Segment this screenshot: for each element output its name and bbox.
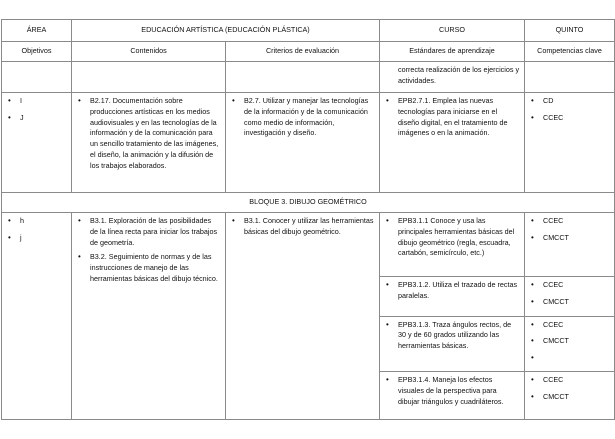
bloque-title: BLOQUE 3. DIBUJO GEOMÉTRICO — [2, 193, 615, 213]
area-label: ÁREA — [2, 20, 72, 42]
continuation-text: correcta realización de los ejercicios y actividades. — [380, 62, 525, 93]
contenido-item: • B3.2. Seguimiento de normas y de las instrucciones de manejo de las herramientas básicas del dibujo técnico. — [76, 252, 221, 284]
estandar-item: • EPB3.1.4. Maneja los efectos visuales de la perspectiva para dibujar triángulos y cuadriláteros. — [384, 375, 520, 407]
competencia-item: • CCEC — [529, 280, 610, 291]
estandar-item: • EPB2.7.1. Emplea las nuevas tecnologías para iniciarse en el diseño digital, en el tratamiento de imágenes o en la animación. — [384, 96, 520, 139]
col-estandares: Estándares de aprendizaje — [380, 42, 525, 62]
estandar-item: • EPB3.1.2. Utiliza el trazado de rectas paralelas. — [384, 280, 520, 302]
area-name: EDUCACIÓN ARTÍSTICA (EDUCACIÓN PLÁSTICA) — [72, 20, 380, 42]
continuation-row — [2, 62, 615, 93]
competencia-item: • CD — [529, 96, 610, 107]
column-header-row — [2, 42, 615, 62]
curso-label: CURSO — [380, 20, 525, 42]
competencia-item — [529, 353, 610, 363]
criterio-item: • B3.1. Conocer y utilizar las herramientas básicas del dibujo geométrico. — [230, 216, 375, 238]
table-row — [2, 213, 615, 277]
competencia-item: • CMCCT — [529, 392, 610, 403]
table-row — [2, 93, 615, 193]
estandar-item: • EPB3.1.3. Traza ángulos rectos, de 30 y de 60 grados utilizando las herramientas básicas. — [384, 320, 520, 352]
curso-value: QUINTO — [525, 20, 615, 42]
objetivo-item: • J — [6, 113, 67, 124]
competencia-item: • CCEC — [529, 216, 610, 227]
contenido-item: • B3.1. Exploración de las posibilidades de la línea recta para iniciar los trabajos de geometría. — [76, 216, 221, 248]
competencia-item: • CCEC — [529, 113, 610, 124]
col-contenidos: Contenidos — [72, 42, 226, 62]
contenido-item: • B2.17. Documentación sobre producciones artísticas en los medios audiovisuales y en las tecnologías de la información y de la comunicación para un sencillo tratamiento de las imágenes, el diseño, la animación y la difusión de los trabajos elaborados. — [76, 96, 221, 172]
curriculum-table — [1, 19, 615, 420]
objetivo-item: • I — [6, 96, 67, 107]
competencia-item: • CCEC — [529, 375, 610, 386]
bloque-row — [2, 193, 615, 213]
competencia-item: • CMCCT — [529, 336, 610, 347]
competencia-item: • CCEC — [529, 320, 610, 331]
header-row — [2, 20, 615, 42]
objetivo-item: • j — [6, 233, 67, 244]
competencia-item: • CMCCT — [529, 297, 610, 308]
col-competencias: Competencias clave — [525, 42, 615, 62]
competencia-item: • CMCCT — [529, 233, 610, 244]
col-criterios: Criterios de evaluación — [226, 42, 380, 62]
col-objetivos: Objetivos — [2, 42, 72, 62]
objetivo-item: • h — [6, 216, 67, 227]
estandar-item: • EPB3.1.1 Conoce y usa las principales herramientas básicas del dibujo geométrico (regla, escuadra, cartabón, semicírculo, etc.) — [384, 216, 520, 259]
criterio-item: • B2.7. Utilizar y manejar las tecnologías de la información y de la comunicación como medio de información, investigación y diseño. — [230, 96, 375, 139]
